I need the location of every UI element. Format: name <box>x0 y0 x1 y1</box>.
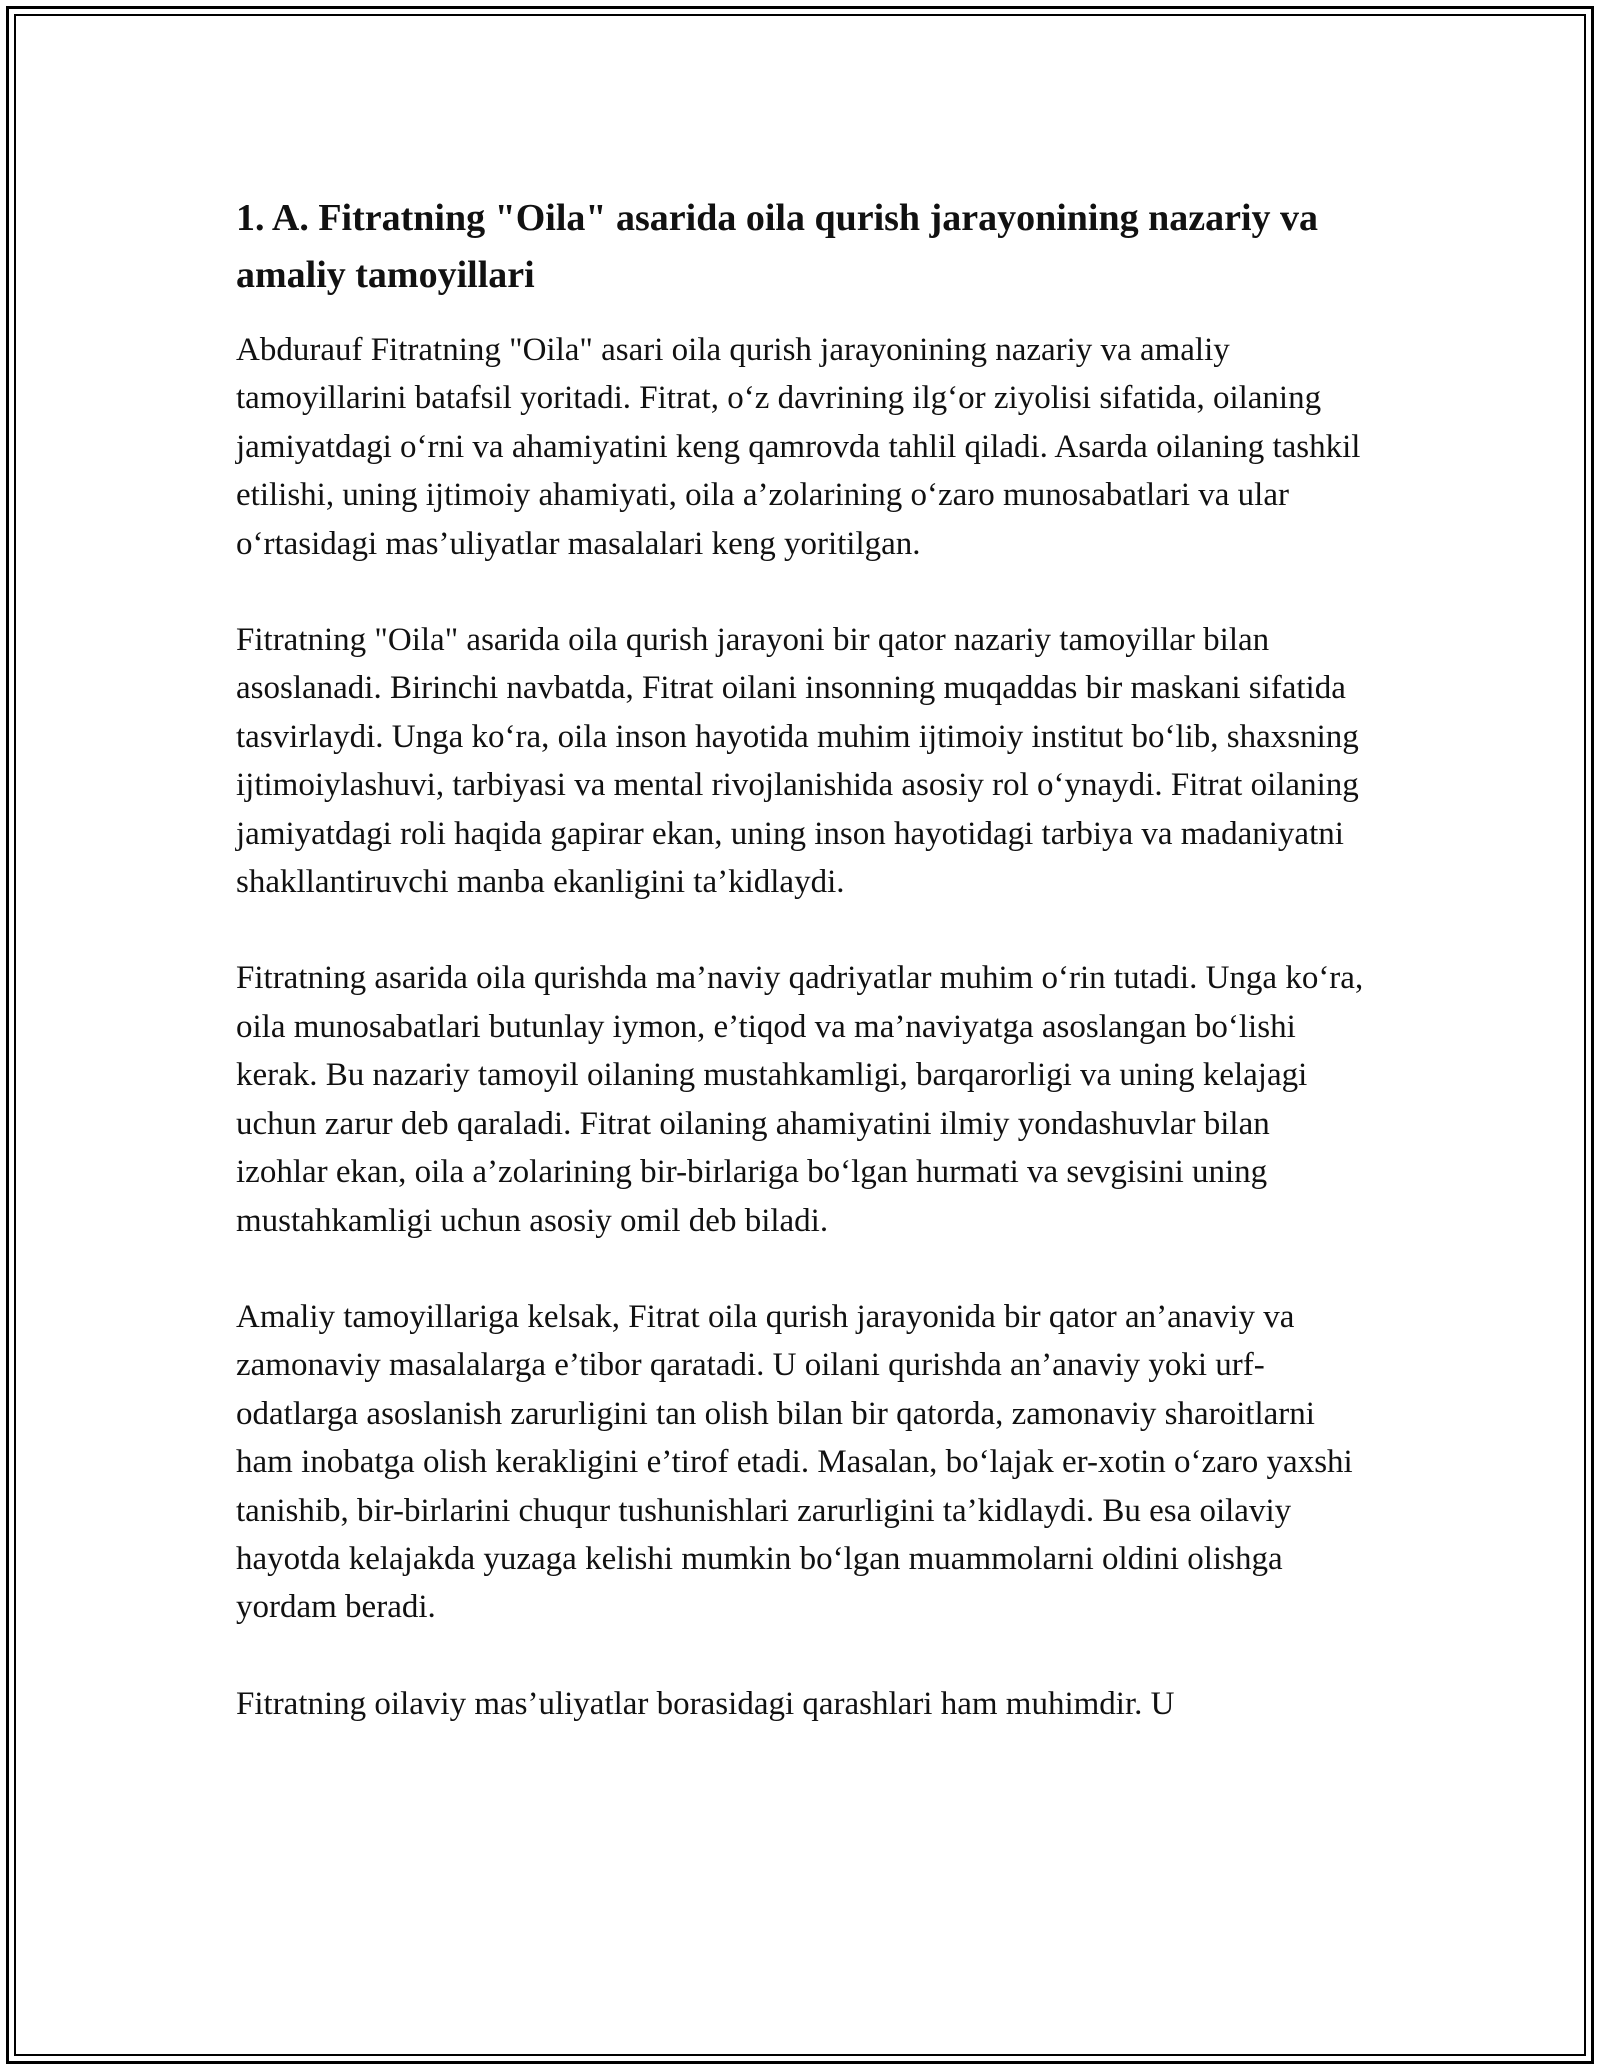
paragraph-2: Fitratning "Oila" asarida oila qurish jarayoni bir qator nazariy tamoyillar bilan asoslanadi. Birinchi navbatda, Fitrat oilani insonning muqaddas bir maskani sifatida tasvirlaydi. Unga ko‘ra, oila inson hayotida muhim ijtimoiy institut bo‘lib, shaxsning ijtimoiylashuvi, tarbiyasi va mental rivojlanishida asosiy rol o‘ynaydi. Fitrat oilaning jamiyatdagi roli haqida gapirar ekan, uning inson hayotidagi tarbiya va madaniyatni shakllantiruvchi manba ekanligini ta’kidlaydi. <box>236 622 1359 901</box>
paragraph-3: Fitratning asarida oila qurishda ma’naviy qadriyatlar muhim o‘rin tutadi. Unga ko‘ra, oila munosabatlari butunlay iymon, e’tiqod va ma’naviyatga asoslangan bo‘lishi kerak. Bu nazariy tamoyil oilaning mustahkamligi, barqarorligi va uning kelajagi uchun zarur deb qaraladi. Fitrat oilaning ahamiyatini ilmiy yondashuvlar bilan izohlar ekan, oila a’zolarining bir-birlariga bo‘lgan hurmati va sevgisini uning mustahkamligi uchun asosiy omil deb biladi. <box>236 960 1364 1239</box>
paragraph-1: Abdurauf Fitratning "Oila" asari oila qurish jarayonining nazariy va amaliy tamoyillarini batafsil yoritadi. Fitrat, o‘z davrining ilg‘or ziyolisi sifatida, oilaning jamiyatdagi o‘rni va ahamiyatini keng qamrovda tahlil qiladi. Asarda oilaning tashkil etilishi, uning ijtimoiy ahamiyati, oila a’zolarining o‘zaro munosabatlari va ular o‘rtasidagi mas’uliyatlar masalalari keng yoritilgan. <box>236 332 1361 562</box>
document-body <box>236 190 1366 1776</box>
paragraph-4: Amaliy tamoyillariga kelsak, Fitrat oila qurish jarayonida bir qator an’anaviy va zamonaviy masalalarga e’tibor qaratadi. U oilani qurishda an’anaviy yoki urf-odatlarga asoslanish zarurligini tan olish bilan bir qatorda, zamonaviy sharoitlarni ham inobatga olish kerakligini e’tirof etadi. Masalan, bo‘lajak er-xotin o‘zaro yaxshi tanishib, bir-birlarini chuqur tushunishlari zarurligini ta’kidlaydi. Bu esa oilaviy hayotda kelajakda yuzaga kelishi mumkin bo‘lgan muammolarni oldini olishga yordam beradi. <box>236 1298 1353 1626</box>
paragraph-5: Fitratning oilaviy mas’uliyatlar borasidagi qarashlari ham muhimdir. U <box>236 1685 1175 1722</box>
document-title: 1. A. Fitratning "Oila" asarida oila qurish jarayonining nazariy va amaliy tamoyillari <box>236 197 1319 296</box>
